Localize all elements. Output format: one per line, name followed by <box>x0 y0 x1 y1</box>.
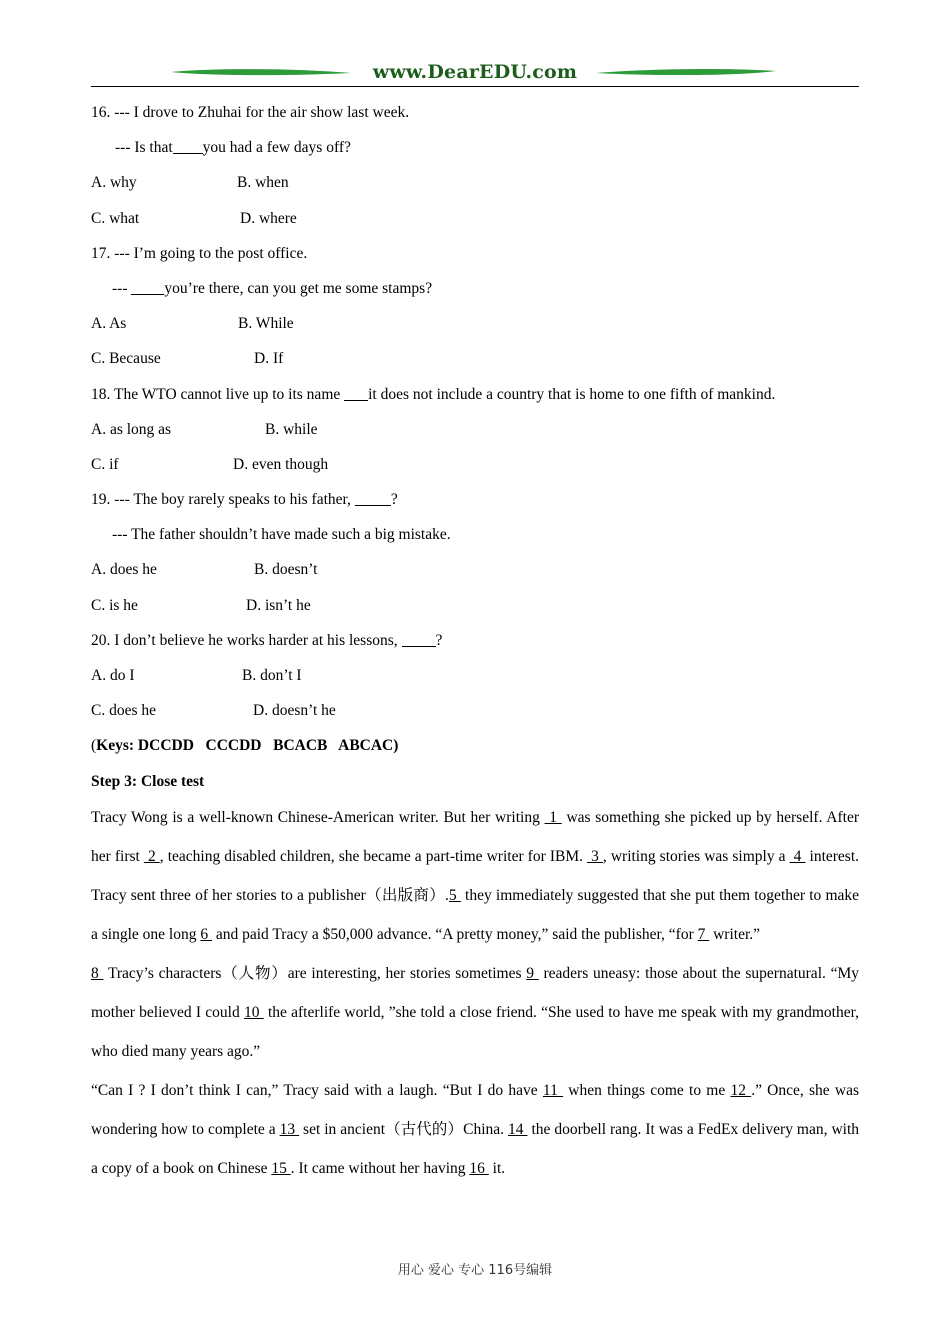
q16-options-cd <box>91 206 859 241</box>
q18-text-b: it does not include a country that is home to one fifth of mankind. <box>368 385 776 403</box>
q19-text-b: ? <box>390 491 398 509</box>
blank-number: 15 <box>271 1159 291 1177</box>
passage-paragraph-3 <box>91 1071 859 1188</box>
p1-text: , teaching disabled children, she became a part-time writer for IBM. <box>159 847 588 865</box>
answer-keys <box>91 733 859 768</box>
q16-options-ab <box>91 170 859 205</box>
keys-open-paren: ( <box>91 737 97 755</box>
q17-options-cd <box>91 346 859 381</box>
keys-text: Keys: DCCDD CCCDD BCACB ABCAC) <box>96 737 399 755</box>
q18-options-cd <box>91 452 859 487</box>
q20-options-ab <box>91 663 859 698</box>
passage-paragraph-2 <box>91 954 859 1071</box>
swoosh-right-icon <box>596 68 776 76</box>
p3-text: .” Once, she was wondering how to complete a <box>91 1081 859 1138</box>
q20-text-b: ? <box>435 631 443 649</box>
document-body <box>91 100 859 1188</box>
q19-blank <box>355 489 391 506</box>
q16-option-b: B. when <box>237 174 289 192</box>
p1-text: they immediately suggested that she put them together to make a single one long <box>91 886 860 943</box>
q17-option-b: B. While <box>238 315 294 333</box>
p3-text: it. <box>488 1159 506 1177</box>
q16-text-a: --- Is that <box>115 139 173 157</box>
q19-options-cd <box>91 593 859 628</box>
q17-response <box>91 276 859 311</box>
q20-option-c: C. does he <box>91 702 157 720</box>
blank-number: 14 <box>507 1120 528 1138</box>
blank-number: 7 <box>697 925 710 943</box>
brand-logo: www.DearEDU.com <box>372 61 578 83</box>
p1-text: and paid Tracy a $50,000 advance. “A pretty money,” said the publisher, “for <box>211 925 698 943</box>
blank-number: 9 <box>526 964 539 982</box>
q16-blank <box>173 137 203 154</box>
q18-prompt <box>91 382 859 417</box>
q16-option-a: A. why <box>91 174 137 192</box>
q19-text-a: 19. --- The boy rarely speaks to his father, <box>91 491 355 509</box>
q19-option-a: A. does he <box>91 561 157 579</box>
blank-number: 2 <box>143 847 160 865</box>
q20-option-a: A. do I <box>91 667 135 684</box>
q18-option-d: D. even though <box>233 455 329 473</box>
q18-text-a: 18. The WTO cannot live up to its name <box>91 385 345 403</box>
blank-number: 5 <box>448 886 461 904</box>
p3-text: the doorbell rang. It was a FedEx delivery man, with a copy of a book on Chinese <box>91 1120 860 1177</box>
q17-text-b: you’re there, can you get me some stamps? <box>164 279 433 297</box>
q19-prompt <box>91 487 859 522</box>
q17-option-c: C. Because <box>91 350 161 368</box>
q20-prompt <box>91 628 859 663</box>
q19-options-ab <box>91 557 859 592</box>
blank-number: 1 <box>544 808 562 826</box>
p3-text: . It came without her having <box>290 1159 470 1177</box>
q16-response <box>91 135 859 170</box>
p3-text: “Can I ? I don’t think I can,” Tracy said with a laugh. “But I do have <box>91 1081 543 1099</box>
q20-options-cd <box>91 698 859 733</box>
q20-text-a: 20. I don’t believe he works harder at his lessons, <box>91 631 402 649</box>
p2-text: the afterlife world, ”she told a close friend. “She used to have me speak with my grandmother, who died many years ago.” <box>91 1003 859 1060</box>
q16-option-d: D. where <box>240 209 297 227</box>
q17-option-d: D. If <box>254 350 284 368</box>
page-footer: 用心 爱心 专心 116号编辑 <box>397 1263 553 1278</box>
section-heading: Step 3: Close test <box>91 772 205 790</box>
q19-response: --- The father shouldn’t have made such a big mistake. <box>112 526 451 544</box>
p1-text: interest. Tracy sent three of her stories to a publisher（出版商）. <box>91 847 860 904</box>
blank-number: 12 <box>730 1081 752 1099</box>
blank-number: 10 <box>243 1003 264 1021</box>
blank-number: 8 <box>91 964 104 982</box>
q18-option-b: B. while <box>265 420 318 438</box>
blank-number: 3 <box>587 847 603 865</box>
q18-blank <box>344 384 368 401</box>
q16-prompt: 16. --- I drove to Zhuhai for the air show last week. <box>91 104 410 121</box>
q19-option-b: B. doesn’t <box>254 561 318 579</box>
q16-text-b: you had a few days off? <box>202 139 351 157</box>
p3-text: when things come to me <box>563 1081 731 1099</box>
q19-option-d: D. isn’t he <box>246 596 311 614</box>
header-rule <box>91 86 859 87</box>
q18-options-ab <box>91 417 859 452</box>
q20-option-d: D. doesn’t he <box>253 702 336 720</box>
blank-number: 11 <box>542 1081 564 1099</box>
q17-blank <box>131 278 164 295</box>
q17-text-a: --- <box>112 279 132 297</box>
blank-number: 6 <box>200 925 212 943</box>
q19-option-c: C. is he <box>91 596 138 614</box>
q18-option-a: A. as long as <box>91 420 172 438</box>
blank-number: 13 <box>279 1120 300 1138</box>
swoosh-left-icon <box>171 68 351 76</box>
blank-number: 4 <box>789 847 806 865</box>
p2-text: Tracy’s characters（人物）are interesting, her stories sometimes <box>103 964 527 982</box>
q20-blank <box>402 630 436 647</box>
q17-option-a: A. As <box>91 315 127 333</box>
q17-prompt: 17. --- I’m going to the post office. <box>91 244 308 262</box>
p1-text: writer.” <box>709 925 761 943</box>
p1-text: , writing stories was simply a <box>602 847 790 865</box>
p1-text: was something she picked up by herself. After her first <box>91 808 860 865</box>
q17-options-ab <box>91 311 859 346</box>
p1-text: Tracy Wong is a well-known Chinese-American writer. But her writing <box>91 808 545 826</box>
page-header <box>91 62 859 90</box>
p3-text: set in ancient（古代的）China. <box>299 1120 508 1138</box>
q16-option-c: C. what <box>91 209 140 227</box>
q18-option-c: C. if <box>91 455 119 473</box>
q20-option-b: B. don’t I <box>242 667 302 684</box>
passage-paragraph-1 <box>91 798 859 954</box>
blank-number: 16 <box>469 1159 489 1177</box>
p2-text: readers uneasy: those about the supernatural. “My mother believed I could <box>91 964 860 1021</box>
